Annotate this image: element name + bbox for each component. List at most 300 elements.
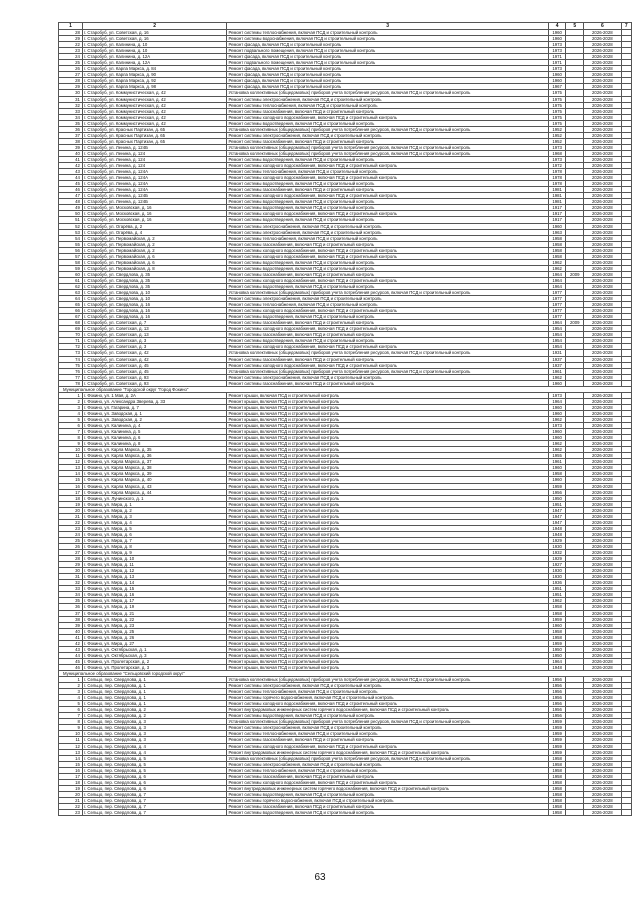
row-number: 31 xyxy=(59,96,83,102)
build-year-cell: 1960 xyxy=(548,36,566,42)
build-year-cell: 1930 xyxy=(548,574,566,580)
planned-period-cell: 2026-2028 xyxy=(584,797,621,803)
build-year-cell: 1937 xyxy=(548,362,566,368)
row-number: 11 xyxy=(59,737,83,743)
work-type-cell: Ремонт системы холодного водоснабжения, включая ПСД и строительный контроль xyxy=(227,247,548,253)
build-year-cell: 1967 xyxy=(548,84,566,90)
build-year-cell: 1975 xyxy=(548,90,566,96)
build-year-cell: 1952 xyxy=(548,126,566,132)
build-year-cell: 1959 xyxy=(548,737,566,743)
address-cell: г. Фокино, ул. Гагарина, д. 7 xyxy=(82,404,227,410)
work-type-cell: Ремонт крыши, включая ПСД и строительный контроль xyxy=(227,435,548,441)
planned-period-cell: 2026-2028 xyxy=(584,84,621,90)
build-year-cell: 1930 xyxy=(548,568,566,574)
row-number: 63 xyxy=(59,290,83,296)
build-year-cell: 1962 xyxy=(548,598,566,604)
work-type-cell: Ремонт системы электроснабжения, включая ПСД и строительный контроль xyxy=(227,132,548,138)
planned-period-cell: 2026-2028 xyxy=(584,441,621,447)
row-number: 66 xyxy=(59,308,83,314)
address-cell: г. Старобуб, ул. Ленина, д. 124А xyxy=(82,175,227,181)
work-type-cell: Ремонт крыши, включая ПСД и строительный контроль xyxy=(227,410,548,416)
row-number: 26 xyxy=(59,66,83,72)
row-number: 26 xyxy=(59,543,83,549)
address-cell: г. Фокино, ул. Мира, д. 26 xyxy=(82,634,227,640)
work-type-cell: Ремонт фасада, включая ПСД и строительный контроль xyxy=(227,78,548,84)
row-number: 22 xyxy=(59,519,83,525)
address-cell: г. Старобуб, ул. Советская, д. 13 xyxy=(82,326,227,332)
row-number: 25 xyxy=(59,60,83,66)
work-type-cell: Ремонт подвального помещения, включая ПСД и строительный контроль xyxy=(227,48,548,54)
address-cell: г. Фокино, ул. Пролетарская, д. 2 xyxy=(82,658,227,664)
row-number: 37 xyxy=(59,132,83,138)
build-year-cell: 1962 xyxy=(548,259,566,265)
row-number: 29 xyxy=(59,562,83,568)
build-year-cell: 1960 xyxy=(548,30,566,36)
planned-period-cell: 2026-2028 xyxy=(584,652,621,658)
address-cell: г. Старобуб, ул. Коммунистическая, д. 42 xyxy=(82,102,227,108)
row-number: 39 xyxy=(59,144,83,150)
work-type-cell: Ремонт крыши, включая ПСД и строительный контроль xyxy=(227,622,548,628)
column-number: 7 xyxy=(621,23,631,30)
planned-period-cell: 2026-2028 xyxy=(584,658,621,664)
build-year-cell: 1971 xyxy=(548,60,566,66)
row-number: 28 xyxy=(59,556,83,562)
row-number: 39 xyxy=(59,622,83,628)
row-number: 20 xyxy=(59,791,83,797)
build-year-cell: 1958 xyxy=(548,253,566,259)
work-type-cell: Ремонт системы электроснабжения, включая ПСД и строительный контроль xyxy=(227,761,548,767)
build-year-cell: 1962 xyxy=(548,374,566,380)
row-number: 33 xyxy=(59,108,83,114)
row-number: 54 xyxy=(59,235,83,241)
build-year-cell: 1927 xyxy=(548,562,566,568)
build-year-cell: 1960 xyxy=(548,78,566,84)
row-number: 69 xyxy=(59,326,83,332)
address-cell: г. Фокино, ул. Мира, д. 22 xyxy=(82,616,227,622)
build-year-cell: 1968 xyxy=(548,150,566,156)
address-cell: г. Сельцо, пер. Свердлова, д. 5 xyxy=(82,767,227,773)
work-type-cell: Ремонт крыши, включая ПСД и строительный контроль xyxy=(227,537,548,543)
build-year-cell: 1950 xyxy=(548,495,566,501)
work-type-cell: Ремонт крыши, включая ПСД и строительный контроль xyxy=(227,592,548,598)
planned-period-cell: 2026-2028 xyxy=(584,773,621,779)
address-cell: г. Старобуб, ул. Московская, д. 16 xyxy=(82,217,227,223)
row-number: 21 xyxy=(59,797,83,803)
address-cell: г. Сельцо, пер. Свердлова, д. 7 xyxy=(82,791,227,797)
address-cell: г. Старобуб, ул. Калинина, д. 10 xyxy=(82,48,227,54)
row-number: 12 xyxy=(59,743,83,749)
work-type-cell: Ремонт системы электроснабжения, включая ПСД и строительный контроль xyxy=(227,296,548,302)
build-year-cell: 1958 xyxy=(548,610,566,616)
address-cell: г. Сельцо, пер. Свердлова, д. 5 xyxy=(82,761,227,767)
row-number: 27 xyxy=(59,550,83,556)
address-cell: г. Фокино, ул. Мира, д. 1 xyxy=(82,501,227,507)
work-type-cell: Ремонт крыши, включая ПСД и строительный контроль xyxy=(227,640,548,646)
row-number: 27 xyxy=(59,72,83,78)
row-number: 14 xyxy=(59,755,83,761)
build-year-cell: 1958 xyxy=(548,628,566,634)
address-cell: г. Старобуб, ул. Карла Маркса, д. 92 xyxy=(82,78,227,84)
address-cell: г. Старобуб, ул. Свердлова, д. 16 xyxy=(82,314,227,320)
build-year-cell: 1954 xyxy=(548,338,566,344)
work-type-cell: Ремонт системы холодного водоснабжения, включая ПСД и строительный контроль xyxy=(227,163,548,169)
work-type-cell: Ремонт системы холодного водоснабжения, включая ПСД и строительный контроль xyxy=(227,253,548,259)
address-cell: г. Старобуб, ул. Карла Маркса, д. 98 xyxy=(82,84,227,90)
address-cell: г. Старобуб, ул. Свердлова, д. 16 xyxy=(82,308,227,314)
work-type-cell: Установка коллективных (общедомовых) приборов учета потребления ресурсов, включая ПСД и строительный контроль xyxy=(227,290,548,296)
address-cell: г. Старобуб, ул. Советская, д. 3 xyxy=(82,344,227,350)
work-type-cell: Ремонт системы газоснабжения, включая ПСД и строительный контроль xyxy=(227,737,548,743)
planned-period-cell: 2026-2028 xyxy=(584,235,621,241)
planned-period-cell: 2026-2028 xyxy=(584,290,621,296)
planned-period-cell: 2026-2028 xyxy=(584,156,621,162)
row-number: 24 xyxy=(59,531,83,537)
address-cell: г. Старобуб, ул. Свердлова, д. 10 xyxy=(82,290,227,296)
planned-period-cell: 2026-2028 xyxy=(584,417,621,423)
planned-period-cell: 2026-2028 xyxy=(584,519,621,525)
work-type-cell: Установка коллективных (общедомовых) приборов учета потребления ресурсов, включая ПСД и строительный контроль xyxy=(227,150,548,156)
address-cell: г. Сельцо, пер. Свердлова, д. 7 xyxy=(82,797,227,803)
row-number: 4 xyxy=(59,410,83,416)
planned-period-cell: 2026-2028 xyxy=(584,531,621,537)
row-number: 23 xyxy=(59,525,83,531)
address-cell: г. Фокино, ул. Заводская, д. 2 xyxy=(82,417,227,423)
build-year-cell: 1977 xyxy=(548,302,566,308)
address-cell: г. Старобуб, ул. Красных Партизан, д. 65 xyxy=(82,126,227,132)
row-number: 32 xyxy=(59,102,83,108)
build-year-cell: 1947 xyxy=(548,513,566,519)
planned-period-cell: 2026-2028 xyxy=(584,537,621,543)
build-year-cell: 1959 xyxy=(548,749,566,755)
planned-period-cell: 2026-2028 xyxy=(584,580,621,586)
table-row xyxy=(59,810,632,816)
row-number: 11 xyxy=(59,453,83,459)
build-year-cell: 1963 xyxy=(548,229,566,235)
build-year-cell: 1960 xyxy=(548,477,566,483)
work-type-cell: Ремонт фасада, включая ПСД и строительный контроль xyxy=(227,66,548,72)
planned-period-cell: 2026-2028 xyxy=(584,477,621,483)
build-year-cell: 1964 xyxy=(548,658,566,664)
address-cell: г. Старобуб, ул. Советская, д. 16 xyxy=(82,30,227,36)
row-number: 18 xyxy=(59,495,83,501)
planned-period-cell: 2026-2028 xyxy=(584,459,621,465)
work-type-cell: Ремонт внутридомовых инженерных систем горячего водоснабжения, включая ПСД и строительный контроль xyxy=(227,785,548,791)
row-number: 15 xyxy=(59,761,83,767)
address-cell: г. Старобуб, ул. Коммунистическая, д. 42 xyxy=(82,90,227,96)
address-cell: г. Старобуб, ул. Советская, д. 3 xyxy=(82,338,227,344)
address-cell: г. Старобуб, ул. Коммунистическая, д. 42 xyxy=(82,108,227,114)
planned-period-cell: 2026-2028 xyxy=(584,604,621,610)
planned-period-cell: 2026-2028 xyxy=(584,410,621,416)
planned-period-cell: 2026-2028 xyxy=(584,562,621,568)
address-cell: г. Фокино, ул. Калинина, д. 5 xyxy=(82,429,227,435)
planned-period-cell: 2026-2028 xyxy=(584,683,621,689)
work-type-cell: Ремонт крыши, включая ПСД и строительный контроль xyxy=(227,398,548,404)
row-number: 75 xyxy=(59,362,83,368)
address-cell: г. Фокино, ул. Мира, д. 23 xyxy=(82,622,227,628)
planned-period-cell: 2026-2028 xyxy=(584,320,621,326)
planned-period-cell: 2026-2028 xyxy=(584,211,621,217)
planned-period-cell: 2026-2028 xyxy=(584,664,621,670)
planned-period-cell: 2026-2028 xyxy=(584,247,621,253)
build-year-cell: 1958 xyxy=(548,761,566,767)
build-year-cell: 1954 xyxy=(548,332,566,338)
planned-period-cell: 2026-2028 xyxy=(584,810,621,816)
row-number: 34 xyxy=(59,114,83,120)
address-cell: г. Старобуб, ул. Коммунистическая, д. 42 xyxy=(82,96,227,102)
address-cell: г. Сельцо, пер. Свердлова, д. 3 xyxy=(82,719,227,725)
planned-period-cell: 2026-2028 xyxy=(584,465,621,471)
planned-period-cell: 2026-2028 xyxy=(584,368,621,374)
work-type-cell: Ремонт системы электроснабжения, включая ПСД и строительный контроль xyxy=(227,374,548,380)
row-number: 9 xyxy=(59,441,83,447)
planned-period-cell: 2026-2028 xyxy=(584,550,621,556)
build-year-cell: 1962 xyxy=(548,417,566,423)
row-number: 18 xyxy=(59,779,83,785)
work-type-cell: Ремонт системы теплоснабжения, включая ПСД и строительный контроль xyxy=(227,302,548,308)
work-type-cell: Ремонт системы водоотведения, включая ПСД и строительный контроль xyxy=(227,120,548,126)
work-type-cell: Ремонт крыши, включая ПСД и строительный контроль xyxy=(227,610,548,616)
planned-period-cell: 2026-2028 xyxy=(584,199,621,205)
address-cell: г. Фокино, ул. Мира, д. 27 xyxy=(82,640,227,646)
planned-period-cell: 2026-2028 xyxy=(584,392,621,398)
work-type-cell: Ремонт крыши, включая ПСД и строительный контроль xyxy=(227,423,548,429)
address-cell: г. Фокино, ул. Мира, д. 19 xyxy=(82,604,227,610)
build-year-cell: 1948 xyxy=(548,525,566,531)
work-type-cell: Ремонт системы водоотведения, включая ПСД и строительный контроль xyxy=(227,338,548,344)
planned-period-cell: 2026-2028 xyxy=(584,767,621,773)
planned-period-cell: 2026-2028 xyxy=(584,344,621,350)
row-number: 43 xyxy=(59,169,83,175)
build-year-cell: 1964 xyxy=(548,283,566,289)
row-number: 9 xyxy=(59,725,83,731)
last-repair-year-cell: 2009 xyxy=(566,320,584,326)
build-year-cell: 1960 xyxy=(548,72,566,78)
work-type-cell: Ремонт системы водоотведения, включая ПСД и строительный контроль xyxy=(227,156,548,162)
planned-period-cell: 2026-2028 xyxy=(584,574,621,580)
planned-period-cell: 2026-2028 xyxy=(584,791,621,797)
address-cell: г. Фокино, ул. Карла Маркса, д. 44 xyxy=(82,489,227,495)
address-cell: г. Сельцо, пер. Свердлова, д. 1 xyxy=(82,701,227,707)
row-number: 45 xyxy=(59,658,83,664)
build-year-cell: 1977 xyxy=(548,314,566,320)
planned-period-cell: 2026-2028 xyxy=(584,96,621,102)
build-year-cell: 1956 xyxy=(548,713,566,719)
work-type-cell: Ремонт системы водоотведения, включая ПСД и строительный контроль xyxy=(227,791,548,797)
planned-period-cell: 2026-2028 xyxy=(584,120,621,126)
build-year-cell: 1937 xyxy=(548,356,566,362)
planned-period-cell: 2026-2028 xyxy=(584,501,621,507)
planned-period-cell: 2026-2028 xyxy=(584,108,621,114)
work-type-cell: Ремонт крыши, включая ПСД и строительный контроль xyxy=(227,441,548,447)
planned-period-cell: 2026-2028 xyxy=(584,308,621,314)
row-number: 7 xyxy=(59,429,83,435)
work-type-cell: Ремонт крыши, включая ПСД и строительный контроль xyxy=(227,519,548,525)
planned-period-cell: 2026-2028 xyxy=(584,689,621,695)
planned-period-cell: 2026-2028 xyxy=(584,731,621,737)
row-number: 16 xyxy=(59,767,83,773)
row-number: 42 xyxy=(59,640,83,646)
build-year-cell: 1956 xyxy=(548,689,566,695)
planned-period-cell: 2026-2028 xyxy=(584,90,621,96)
address-cell: г. Старобуб, ул. Красных Партизан, д. 65 xyxy=(82,138,227,144)
planned-period-cell: 2026-2028 xyxy=(584,169,621,175)
build-year-cell: 1962 xyxy=(548,265,566,271)
build-year-cell: 1948 xyxy=(548,664,566,670)
work-type-cell: Ремонт системы водоотведения, включая ПСД и строительный контроль xyxy=(227,259,548,265)
build-year-cell: 1962 xyxy=(548,441,566,447)
address-cell: г. Старобуб, ул. Советская, д. 7 xyxy=(82,320,227,326)
build-year-cell: 1977 xyxy=(548,308,566,314)
work-type-cell: Ремонт крыши, включая ПСД и строительный контроль xyxy=(227,531,548,537)
planned-period-cell: 2026-2028 xyxy=(584,779,621,785)
work-type-cell: Ремонт крыши, включая ПСД и строительный контроль xyxy=(227,616,548,622)
build-year-cell: 1975 xyxy=(548,120,566,126)
planned-period-cell: 2026-2028 xyxy=(584,332,621,338)
section-title: Муниципальное образование "Городской округ "Город Фокино" xyxy=(59,386,632,392)
work-type-cell: Ремонт системы теплоснабжения, включая ПСД и строительный контроль xyxy=(227,169,548,175)
build-year-cell: 1978 xyxy=(548,175,566,181)
planned-period-cell: 2026-2028 xyxy=(584,755,621,761)
build-year-cell: 1947 xyxy=(548,519,566,525)
planned-period-cell: 2026-2028 xyxy=(584,302,621,308)
address-cell: г. Фокино, ул. Мира, д. 2 xyxy=(82,507,227,513)
address-cell: г. Сельцо, пер. Свердлова, д. 1 xyxy=(82,695,227,701)
planned-period-cell: 2026-2028 xyxy=(584,804,621,810)
row-number: 56 xyxy=(59,247,83,253)
address-cell: г. Старобуб, ул. Ленина, д. 124А xyxy=(82,181,227,187)
build-year-cell: 1961 xyxy=(548,459,566,465)
planned-period-cell: 2026-2028 xyxy=(584,404,621,410)
work-type-cell: Ремонт системы газоснабжения, включая ПСД и строительный контроль xyxy=(227,356,548,362)
row-number: 38 xyxy=(59,138,83,144)
build-year-cell: 1956 xyxy=(548,701,566,707)
planned-period-cell: 2026-2028 xyxy=(584,628,621,634)
row-number: 22 xyxy=(59,42,83,48)
build-year-cell: 1960 xyxy=(548,380,566,386)
row-number: 59 xyxy=(59,265,83,271)
work-type-cell: Ремонт системы электроснабжения, включая ПСД и строительный контроль xyxy=(227,725,548,731)
address-cell: г. Старобуб, ул. Ленина, д. 124 xyxy=(82,150,227,156)
build-year-cell: 1959 xyxy=(548,725,566,731)
row-number: 21 xyxy=(59,513,83,519)
planned-period-cell: 2026-2028 xyxy=(584,380,621,386)
work-type-cell: Ремонт системы холодного водоснабжения, включая ПСД и строительный контроль xyxy=(227,326,548,332)
build-year-cell: 1973 xyxy=(548,48,566,54)
row-number: 53 xyxy=(59,229,83,235)
build-year-cell: 1958 xyxy=(548,604,566,610)
address-cell: г. Фокино, ул. 1 Мая, д. 2А xyxy=(82,392,227,398)
address-cell: г. Старобуб, ул. Огарёва, д. 4 xyxy=(82,229,227,235)
work-type-cell: Ремонт крыши, включая ПСД и строительный контроль xyxy=(227,574,548,580)
build-year-cell: 1964 xyxy=(548,271,566,277)
work-type-cell: Ремонт системы теплоснабжения, включая ПСД и строительный контроль xyxy=(227,235,548,241)
work-type-cell: Ремонт системы холодного водоснабжения, включая ПСД и строительный контроль xyxy=(227,308,548,314)
build-year-cell: 1954 xyxy=(548,326,566,332)
column-number: 6 xyxy=(584,23,621,30)
address-cell: г. Старобуб, ул. Свердлова, д. 16 xyxy=(82,302,227,308)
build-year-cell: 1958 xyxy=(548,767,566,773)
build-year-cell: 1959 xyxy=(548,719,566,725)
work-type-cell: Ремонт системы газоснабжения, включая ПСД и строительный контроль xyxy=(227,271,548,277)
build-year-cell: 1958 xyxy=(548,773,566,779)
planned-period-cell: 2026-2028 xyxy=(584,495,621,501)
row-number: 46 xyxy=(59,664,83,670)
address-cell: г. Фокино, ул. Калинина, д. 8 xyxy=(82,441,227,447)
work-type-cell: Установка коллективных (общедомовых) приборов учета потребления ресурсов, включая ПСД и строительный контроль xyxy=(227,144,548,150)
work-type-cell: Ремонт подвального помещения, включая ПСД и строительный контроль xyxy=(227,60,548,66)
address-cell: г. Старобуб, ул. Первомайская, д. 8 xyxy=(82,265,227,271)
planned-period-cell: 2026-2028 xyxy=(584,592,621,598)
work-type-cell: Ремонт системы водоотведения, включая ПСД и строительный контроль xyxy=(227,181,548,187)
address-cell: г. Старобуб, ул. Калинина, д. 12А xyxy=(82,54,227,60)
planned-period-cell: 2026-2028 xyxy=(584,707,621,713)
row-number: 33 xyxy=(59,586,83,592)
planned-period-cell: 2026-2028 xyxy=(584,193,621,199)
address-cell: г. Старобуб, ул. Ленина, д. 124А xyxy=(82,187,227,193)
work-type-cell: Ремонт крыши, включая ПСД и строительный контроль xyxy=(227,392,548,398)
planned-period-cell: 2026-2028 xyxy=(584,743,621,749)
work-type-cell: Ремонт системы электроснабжения, включая ПСД и строительный контроль xyxy=(227,229,548,235)
build-year-cell: 1956 xyxy=(548,695,566,701)
row-number: 60 xyxy=(59,271,83,277)
last-repair-year-cell xyxy=(566,810,584,816)
address-cell: г. Старобуб, ул. Первомайская, д. 6 xyxy=(82,253,227,259)
address-cell: г. Фокино, ул. Мира, д. 4 xyxy=(82,519,227,525)
repair-schedule-table xyxy=(58,22,632,816)
build-year-cell: 1930 xyxy=(548,543,566,549)
address-cell: г. Сельцо, пер. Свердлова, д. 2 xyxy=(82,713,227,719)
row-number: 17 xyxy=(59,489,83,495)
address-cell: г. Фокино, ул. Карла Маркса, д. 40 xyxy=(82,477,227,483)
work-type-cell: Ремонт крыши, включая ПСД и строительный контроль xyxy=(227,417,548,423)
work-type-cell: Ремонт крыши, включая ПСД и строительный контроль xyxy=(227,658,548,664)
address-cell: г. Фокино, ул. Александра Зверева, д. 33 xyxy=(82,398,227,404)
build-year-cell: 1975 xyxy=(548,108,566,114)
row-number: 48 xyxy=(59,199,83,205)
address-cell: г. Фокино, ул. Мира, д. 14 xyxy=(82,580,227,586)
address-cell: г. Старобуб, ул. Свердлова, д. 35 xyxy=(82,283,227,289)
work-type-cell: Ремонт внутридомовых инженерных систем горячего водоснабжения, включая ПСД и строительный контроль xyxy=(227,749,548,755)
work-type-cell: Ремонт крыши, включая ПСД и строительный контроль xyxy=(227,586,548,592)
address-cell: г. Фокино, ул. Лунинского, д. 1 xyxy=(82,495,227,501)
address-cell: г. Старобуб, ул. Ленина, д. 124Б xyxy=(82,144,227,150)
address-cell: г. Старобуб, ул. Калинина, д. 10 xyxy=(82,42,227,48)
planned-period-cell: 2026-2028 xyxy=(584,150,621,156)
work-type-cell: Ремонт системы водоотведения, включая ПСД и строительный контроль xyxy=(227,810,548,816)
address-cell: г. Фокино, ул. Мира, д. 9 xyxy=(82,550,227,556)
row-number: 44 xyxy=(59,652,83,658)
work-type-cell: Установка коллективных (общедомовых) приборов учета потребления ресурсов, включая ПСД и строительный контроль xyxy=(227,719,548,725)
row-number: 50 xyxy=(59,211,83,217)
planned-period-cell: 2026-2028 xyxy=(584,525,621,531)
row-number: 34 xyxy=(59,592,83,598)
address-cell: г. Сельцо, пер. Свердлова, д. 3 xyxy=(82,731,227,737)
row-number: 12 xyxy=(59,459,83,465)
planned-period-cell: 2026-2028 xyxy=(584,374,621,380)
row-number: 74 xyxy=(59,356,83,362)
build-year-cell: 1951 xyxy=(548,592,566,598)
section-title: Муниципальное образование "Сельцовский городской округ" xyxy=(59,670,632,676)
work-type-cell: Ремонт системы холодного водоснабжения, включая ПСД и строительный контроль xyxy=(227,362,548,368)
work-type-cell: Ремонт крыши, включая ПСД и строительный контроль xyxy=(227,562,548,568)
planned-period-cell: 2026-2028 xyxy=(584,701,621,707)
address-cell: г. Фокино, ул. Мира, д. 17 xyxy=(82,598,227,604)
row-number: 52 xyxy=(59,223,83,229)
planned-period-cell: 2026-2028 xyxy=(584,761,621,767)
planned-period-cell: 2026-2028 xyxy=(584,556,621,562)
address-cell: г. Фокино, ул. Мира, д. 25 xyxy=(82,628,227,634)
